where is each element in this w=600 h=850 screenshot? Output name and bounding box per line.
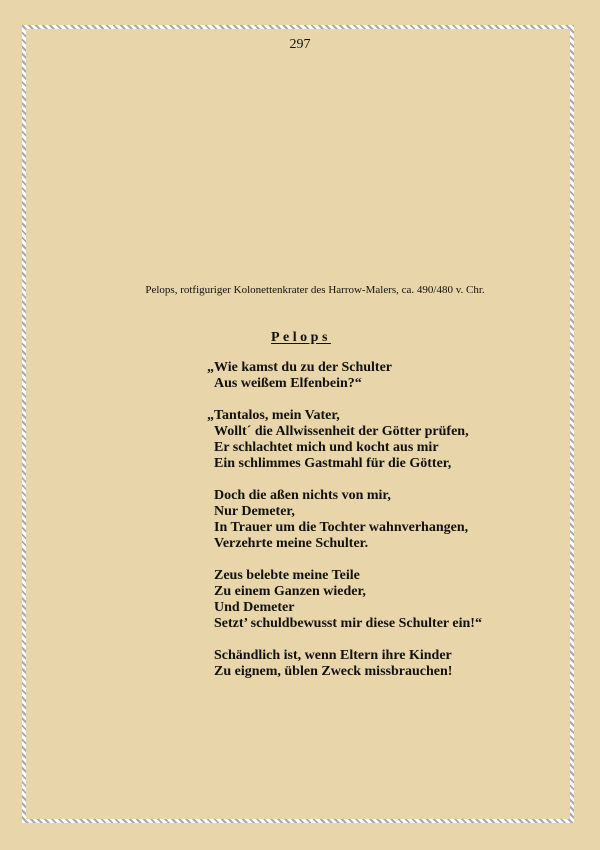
poem-line: Und Demeter: [214, 600, 295, 615]
poem-line: „Tantalos, mein Vater,: [207, 408, 340, 423]
poem-line: In Trauer um die Tochter wahnverhangen,: [214, 520, 469, 535]
poem-line: Schändlich ist, wenn Eltern ihre Kinder: [214, 648, 452, 663]
page-number: 297: [289, 37, 311, 52]
poem-line: Verzehrte meine Schulter.: [214, 536, 369, 551]
stanza: [207, 488, 482, 552]
poem-line: Doch die aßen nichts von mir,: [214, 488, 391, 503]
poem-body: [207, 360, 482, 696]
poem-line: Nur Demeter,: [214, 504, 295, 519]
poem-line: Aus weißem Elfenbein?“: [214, 376, 362, 391]
poem-line: Er schlachtet mich und kocht aus mir: [214, 440, 439, 455]
poem-line: Setzt’ schuldbewusst mir diese Schulter ein!“: [214, 616, 482, 631]
poem-line: „Wie kamst du zu der Schulter: [207, 360, 392, 375]
poem-line: Wollt´ die Allwissenheit der Götter prüfen,: [214, 424, 469, 439]
poem-line: Ein schlimmes Gastmahl für die Götter,: [214, 456, 452, 471]
stanza: [207, 568, 482, 632]
image-caption: Pelops, rotfiguriger Kolonettenkrater des Harrow-Malers, ca. 490/480 v. Chr.: [145, 284, 485, 296]
poem-line: Zeus belebte meine Teile: [214, 568, 360, 583]
poem-line: Zu einem Ganzen wieder,: [214, 584, 366, 599]
stanza: [207, 408, 482, 472]
poem-line: Zu eignem, üblen Zweck missbrauchen!: [214, 664, 453, 679]
stanza: [207, 360, 482, 392]
poem-title: Pelops: [271, 330, 331, 345]
stanza: [207, 648, 482, 680]
